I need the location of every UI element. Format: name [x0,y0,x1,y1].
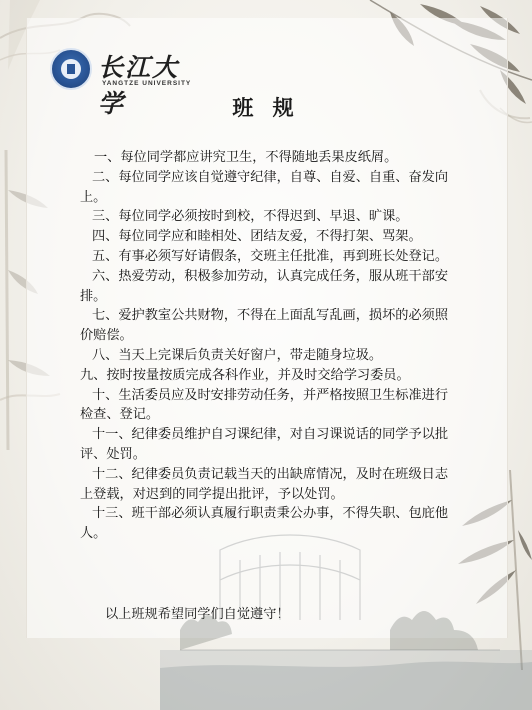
rule-item: 三、每位同学必须按时到校，不得迟到、早退、旷课。 [92,209,409,225]
university-seal-icon [50,48,92,90]
rule-item: 六、热爱劳动，积极参加劳动，认真完成任务，服从班干部安排。 [80,268,449,304]
library-building-illustration [160,500,532,710]
rule-item: 十二、纪律委员负责记载当天的出缺席情况，及时在班级日志上登载，对迟到的同学提出批评，予以处罚。 [80,466,449,502]
rule-item: 八、当天上完课后负责关好窗户，带走随身垃圾。 [92,347,383,363]
rule-item: 十三、班干部必须认真履行职责秉公办事，不得失职、包庇他人。 [80,506,449,542]
university-logo [50,46,200,118]
rule-item: 十、生活委员应及时安排劳动任务，并严格按照卫生标准进行检查、登记。 [80,387,449,423]
rule-item: 十一、纪律委员维护自习课纪律，对自习课说话的同学予以批评、处罚。 [80,427,449,462]
rule-item: 二、每位同学应该自觉遵守纪律，自尊、自爱、自重、奋发向上。 [80,169,449,205]
rule-item: 七、爱护教室公共财物，不得在上面乱写乱画，损坏的必须照价赔偿。 [80,308,449,344]
rule-item: 九、按时按量按质完成各科作业，并及时交给学习委员。 [80,367,410,383]
rules-list [80,148,458,544]
university-name-en: YANGTZE UNIVERSITY [102,80,192,87]
rule-item: 一、每位同学都应讲究卫生，不得随地丢果皮纸屑。 [94,150,398,165]
rule-item: 四、每位同学应和睦相处、团结友爱，不得打架、骂架。 [92,229,422,245]
closing-note: 以上班规希望同学们自觉遵守！ [105,607,290,622]
university-name-cn: 长江大学 [98,53,180,118]
page-title: 班 规 [232,95,300,120]
rule-item: 五、有事必须写好请假条，交班主任批准，再到班长处登记。 [92,248,449,264]
